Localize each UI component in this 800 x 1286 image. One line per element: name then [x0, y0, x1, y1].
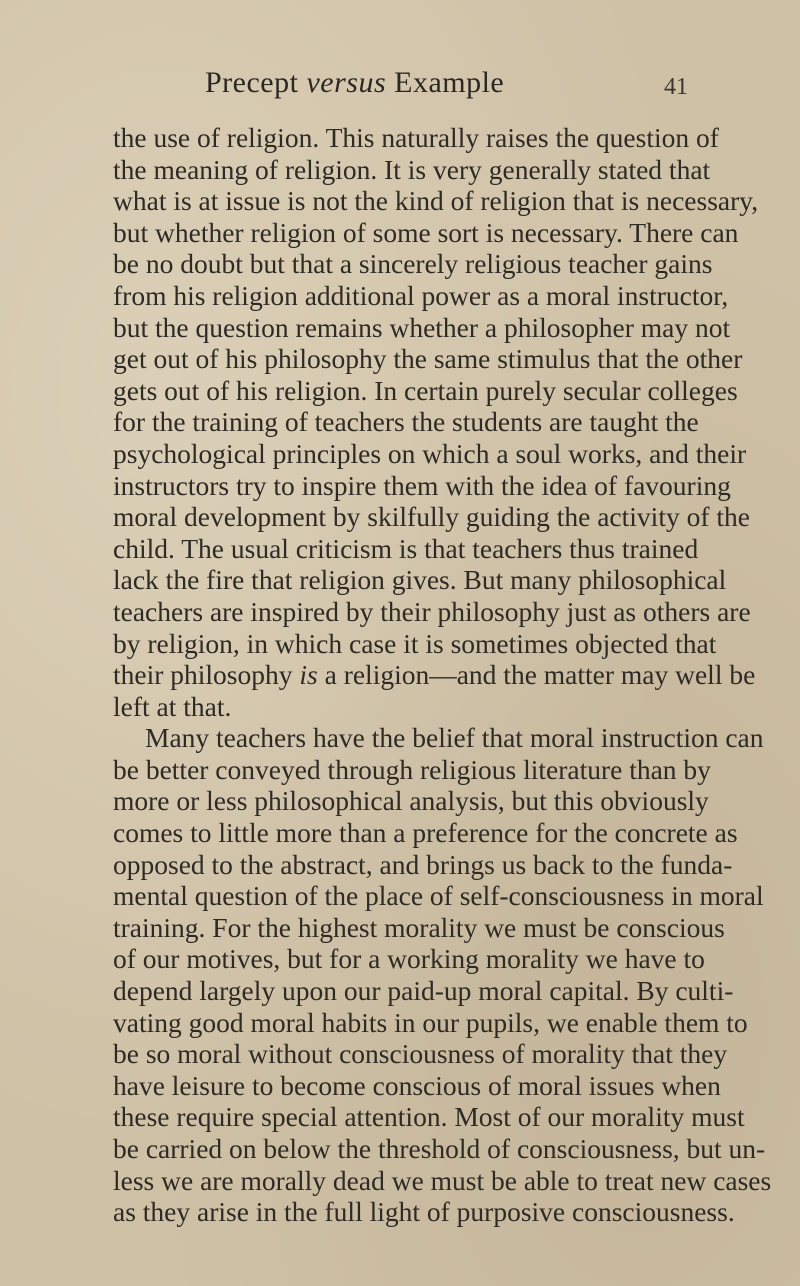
body-text [113, 122, 772, 1228]
page-header [0, 66, 800, 110]
running-head-text-end: Example [386, 66, 505, 99]
text-line: child. The usual criticism is that teachers thus trained [113, 532, 699, 564]
text-line: teachers are inspired by their philosophy just as others are [113, 595, 751, 627]
running-head-text: Precept [205, 66, 307, 99]
paragraph-end-line: as they arise in the full light of purposive consciousness. [113, 1196, 735, 1228]
text-line: but the question remains whether a philosopher may not [113, 311, 731, 343]
italic-word: is [299, 659, 318, 691]
text-line: lack the fire that religion gives. But many philosophical [113, 564, 727, 596]
text-line: for the training of teachers the students are taught the [113, 406, 699, 438]
text-segment: a religion—and the matter may well be [317, 659, 756, 691]
page-number: 41 [664, 74, 688, 100]
text-line: be carried on below the threshold of consciousness, but un- [113, 1133, 766, 1164]
text-line: mental question of the place of self-consciousness in moral [113, 880, 764, 912]
text-line: be no doubt but that a sincerely religious teacher gains [113, 248, 713, 280]
text-line: but whether religion of some sort is necessary. There can [113, 216, 739, 248]
text-line: of our motives, but for a working morality we have to [113, 943, 705, 975]
text-line: training. For the highest morality we must be conscious [113, 911, 725, 943]
running-head [205, 66, 504, 100]
running-head-italic: versus [306, 66, 387, 99]
text-line: be so moral without consciousness of morality that they [113, 1038, 728, 1070]
text-line: depend largely upon our paid-up moral capital. By culti- [113, 975, 734, 1007]
text-line: by religion, in which case it is sometimes objected that [113, 627, 717, 659]
text-line: less we are morally dead we must be able to treat new cases [113, 1164, 772, 1196]
paragraph-first-line: Many teachers have the belief that moral instruction can [145, 722, 764, 754]
text-line: from his religion additional power as a moral instructor, [113, 279, 729, 311]
text-line: these require special attention. Most of our morality must [113, 1101, 745, 1133]
text-line: be better conveyed through religious literature than by [113, 753, 711, 785]
text-line: the meaning of religion. It is very generally stated that [113, 153, 711, 185]
text-line: psychological principles on which a soul works, and their [113, 437, 747, 469]
text-line: comes to little more than a preference for the concrete as [113, 817, 738, 849]
text-line: vating good moral habits in our pupils, we enable them to [113, 1006, 748, 1038]
text-line: get out of his philosophy the same stimulus that the other [113, 343, 743, 375]
text-line: the use of religion. This naturally raises the question of [113, 122, 719, 153]
text-line: moral development by skilfully guiding the activity of the [113, 501, 750, 533]
text-segment: their philosophy [113, 659, 300, 691]
text-line: what is at issue is not the kind of religion that is necessary, [113, 185, 759, 217]
text-line-with-italic [113, 659, 756, 691]
paragraph-end-line: left at that. [113, 690, 232, 722]
text-line: gets out of his religion. In certain purely secular colleges [113, 374, 738, 406]
text-line: have leisure to become conscious of moral issues when [113, 1069, 721, 1101]
text-line: opposed to the abstract, and brings us back to the funda- [113, 848, 733, 880]
text-line: more or less philosophical analysis, but this obviously [113, 785, 709, 817]
text-line: instructors try to inspire them with the idea of favouring [113, 469, 731, 501]
